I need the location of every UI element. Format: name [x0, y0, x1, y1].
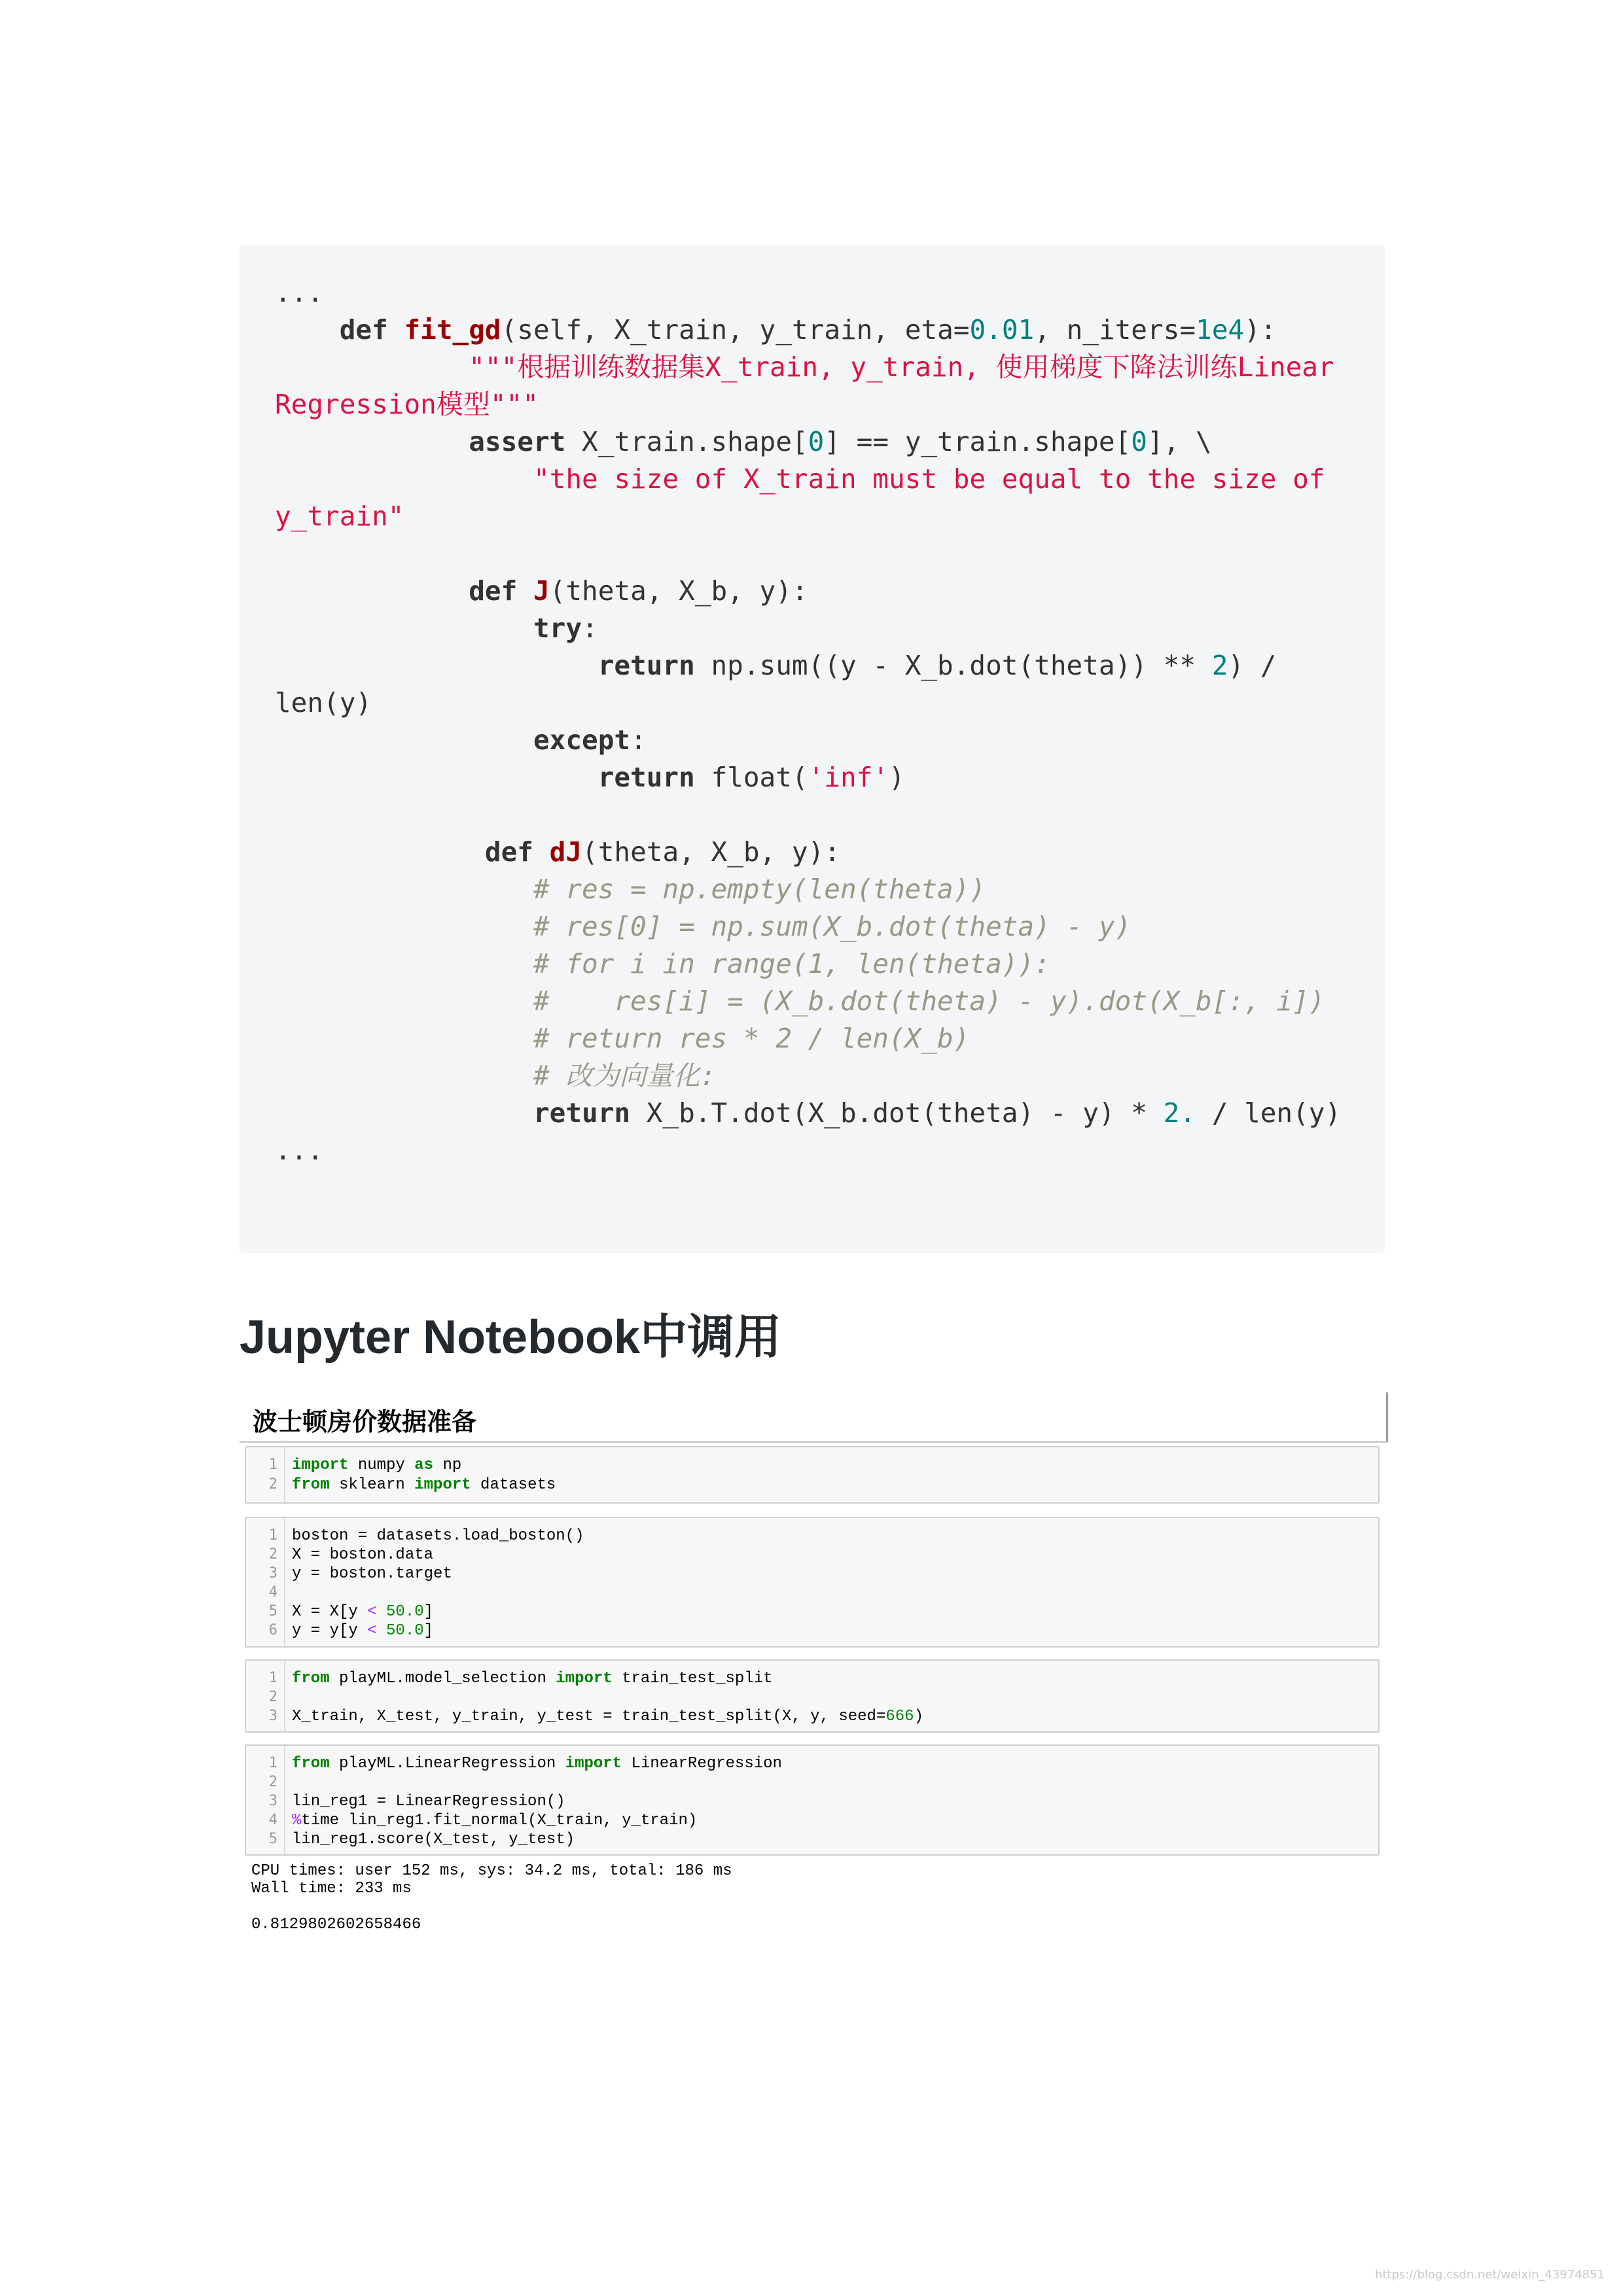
code-line: def J(theta, X_b, y):	[469, 575, 808, 607]
line-number-gutter	[246, 1447, 285, 1502]
line-number: 2	[268, 1546, 277, 1563]
code-line: # res = np.empty(len(theta))	[275, 874, 986, 905]
line-number: 5	[268, 1831, 277, 1847]
code-line: def dJ(theta, X_b, y):	[484, 836, 840, 868]
line-number: 5	[268, 1603, 277, 1619]
code-block	[240, 245, 1385, 1253]
line-number: 1	[268, 1755, 277, 1771]
line-number: 4	[268, 1584, 277, 1600]
notebook-title: 波士顿房价数据准备	[253, 1409, 477, 1436]
code-line: %time lin_reg1.fit_normal(X_train, y_train)	[292, 1812, 698, 1829]
code-line: # return res * 2 / len(X_b)	[275, 1023, 970, 1054]
code-line: X = boston.data	[292, 1546, 434, 1564]
code-line: ...	[275, 1135, 324, 1166]
line-number: 2	[268, 1774, 277, 1790]
cell-output-score: 0.8129802602658466	[251, 1916, 421, 1934]
code-line: def fit_gd(self, X_train, y_train, eta=0.01, n_iters=1e4):	[339, 314, 1277, 345]
code-line: return np.sum((y - X_b.dot(theta)) ** 2) /	[597, 650, 1277, 681]
code-cell[interactable]	[245, 1744, 1380, 1856]
line-number-gutter	[246, 1518, 285, 1646]
code-line: y = y[y < 50.0]	[292, 1622, 434, 1640]
code-line: # 改为向量化:	[275, 1060, 716, 1091]
line-number: 1	[268, 1527, 277, 1544]
code-line: Regression模型"""	[275, 389, 539, 420]
code-line: len(y)	[275, 687, 372, 718]
code-line: lin_reg1 = LinearRegression()	[292, 1793, 565, 1810]
section-heading: Jupyter Notebook中调用	[240, 1311, 782, 1364]
line-number-gutter	[246, 1746, 285, 1854]
line-number: 2	[268, 1476, 277, 1492]
code-line: except:	[533, 724, 647, 756]
code-line: X_train, X_test, y_train, y_test = train_test_split(X, y, seed=666)	[292, 1708, 923, 1725]
code-line: "the size of X_train must be equal to the size of	[275, 463, 1325, 495]
code-cell[interactable]	[245, 1517, 1380, 1648]
code-line: # for i in range(1, len(theta)):	[275, 948, 1050, 980]
code-line: """根据训练数据集X_train, y_train, 使用梯度下降法训练Linear	[275, 351, 1334, 383]
code-cell[interactable]	[245, 1659, 1380, 1733]
line-number: 1	[268, 1457, 277, 1473]
line-number: 1	[268, 1670, 277, 1686]
code-line: try:	[533, 612, 598, 644]
code-line: ...	[275, 277, 324, 308]
code-line: import numpy as np	[292, 1457, 462, 1474]
line-number: 4	[268, 1812, 277, 1828]
code-line: lin_reg1.score(X_test, y_test)	[292, 1831, 575, 1848]
code-line: y_train"	[275, 501, 404, 532]
code-cell[interactable]	[245, 1446, 1380, 1504]
code-line: assert X_train.shape[0] == y_train.shape[0], \	[469, 426, 1212, 457]
code-line: from sklearn import datasets	[292, 1476, 556, 1494]
line-number: 3	[268, 1793, 277, 1809]
line-number: 2	[268, 1689, 277, 1705]
code-line: from playML.LinearRegression import LinearRegression	[292, 1755, 782, 1773]
code-block-source	[275, 274, 1341, 1169]
cell-output-timing: CPU times: user 152 ms, sys: 34.2 ms, total: 186 ms Wall time: 233 ms	[251, 1862, 732, 1898]
code-line: boston = datasets.load_boston()	[292, 1527, 584, 1545]
code-line: X = X[y < 50.0]	[292, 1603, 434, 1621]
code-line: # res[i] = (X_b.dot(theta) - y).dot(X_b[:, i])	[275, 985, 1325, 1017]
notebook-markdown-cell	[240, 1392, 1388, 1443]
code-line: return X_b.T.dot(X_b.dot(theta) - y) * 2. / len(y)	[533, 1097, 1342, 1129]
code-line: from playML.model_selection import train_test_split	[292, 1670, 773, 1687]
code-line: # res[0] = np.sum(X_b.dot(theta) - y)	[275, 911, 1132, 942]
line-number-gutter	[246, 1661, 285, 1731]
code-line: y = boston.target	[292, 1565, 452, 1583]
code-line: return float('inf')	[597, 762, 905, 793]
line-number: 6	[268, 1622, 277, 1638]
watermark: https://blog.csdn.net/weixin_43974851	[1374, 2268, 1605, 2282]
line-number: 3	[268, 1565, 277, 1581]
line-number: 3	[268, 1708, 277, 1724]
